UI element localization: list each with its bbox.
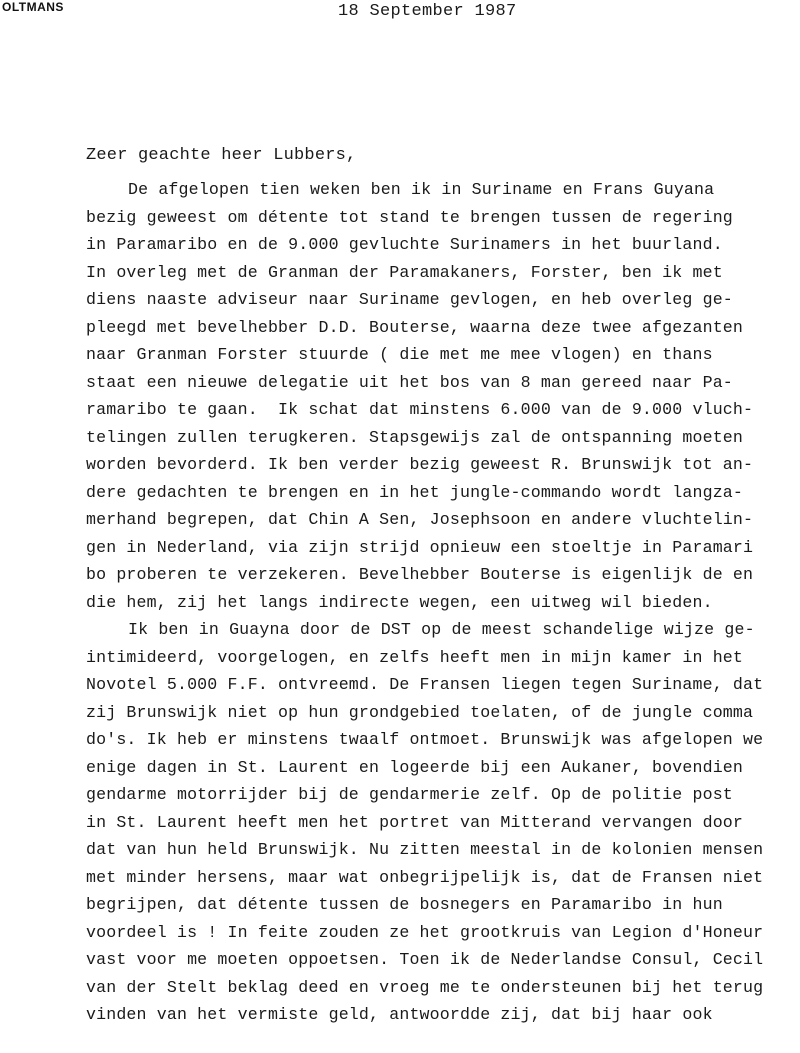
- body-line: zij Brunswijk niet op hun grondgebied toelaten, of de jungle comma: [86, 702, 754, 722]
- body-line: staat een nieuwe delegatie uit het bos van 8 man gereed naar Pa-: [86, 372, 733, 392]
- body-line: in Paramaribo en de 9.000 gevluchte Surinamers in het buurland.: [86, 235, 723, 254]
- sender-name: OLTMANS: [2, 0, 64, 14]
- body-line: ramaribo te gaan. Ik schat dat minstens 6.000 van de 9.000 vluch-: [86, 400, 754, 419]
- body-line: pleegd met bevelhebber D.D. Bouterse, waarna deze twee afgezanten: [86, 317, 744, 337]
- body-line: merhand begrepen, dat Chin A Sen, Josephsoon en andere vluchtelin-: [86, 510, 754, 529]
- body-line: bezig geweest om détente tot stand te brengen tussen de regering: [86, 207, 733, 227]
- body-line: dere gedachten te brengen en in het jungle-commando wordt langza-: [86, 482, 744, 502]
- body-line: worden bevorderd. Ik ben verder bezig geweest R. Brunswijk tot an-: [86, 455, 754, 474]
- body-line: do's. Ik heb er minstens twaalf ontmoet. Brunswijk was afgelopen we: [86, 730, 764, 749]
- body-line: gendarme motorrijder bij de gendarmerie zelf. Op de politie post: [86, 785, 733, 804]
- body-line: met minder hersens, maar wat onbegrijpelijk is, dat de Fransen niet: [86, 867, 764, 887]
- body-line: diens naaste adviseur naar Suriname gevlogen, en heb overleg ge-: [86, 290, 733, 309]
- body-line: naar Granman Forster stuurde ( die met me mee vlogen) en thans: [86, 345, 713, 364]
- body-line: van der Stelt beklag deed en vroeg me te ondersteunen bij het terug: [86, 977, 764, 997]
- body-line: dat van hun held Brunswijk. Nu zitten meestal in de kolonien mensen: [86, 840, 764, 859]
- body-line: Novotel 5.000 F.F. ontvreemd. De Fransen liegen tegen Suriname, dat: [86, 675, 764, 694]
- body-line: Ik ben in Guayna door de DST op de meest schandelige wijze ge-: [128, 620, 755, 639]
- body-line: In overleg met de Granman der Paramakaners, Forster, ben ik met: [86, 262, 723, 282]
- body-line: intimideerd, voorgelogen, en zelfs heeft men in mijn kamer in het: [86, 647, 744, 667]
- body-line: vinden van het vermiste geld, antwoordde zij, dat bij haar ook: [86, 1005, 713, 1024]
- body-line: vast voor me moeten oppoetsen. Toen ik de Nederlandse Consul, Cecil: [86, 950, 764, 969]
- body-line: enige dagen in St. Laurent en logeerde bij een Aukaner, bovendien: [86, 757, 744, 777]
- body-line: begrijpen, dat détente tussen de bosnegers en Paramaribo in hun: [86, 895, 723, 914]
- body-line: in St. Laurent heeft men het portret van Mitterand vervangen door: [86, 812, 744, 832]
- letter-date: 18 September 1987: [338, 2, 517, 21]
- body-line: De afgelopen tien weken ben ik in Suriname en Frans Guyana: [128, 180, 715, 199]
- body-line: voordeel is ! In feite zouden ze het grootkruis van Legion d'Honeur: [86, 922, 764, 942]
- body-line: gen in Nederland, via zijn strijd opnieuw een stoeltje in Paramari: [86, 537, 754, 557]
- body-line: telingen zullen terugkeren. Stapsgewijs zal de ontspanning moeten: [86, 427, 744, 447]
- body-line: bo proberen te verzekeren. Bevelhebber Bouterse is eigenlijk de en: [86, 565, 754, 584]
- salutation: Zeer geachte heer Lubbers,: [86, 146, 357, 165]
- body-line: die hem, zij het langs indirecte wegen, een uitweg wil bieden.: [86, 592, 713, 612]
